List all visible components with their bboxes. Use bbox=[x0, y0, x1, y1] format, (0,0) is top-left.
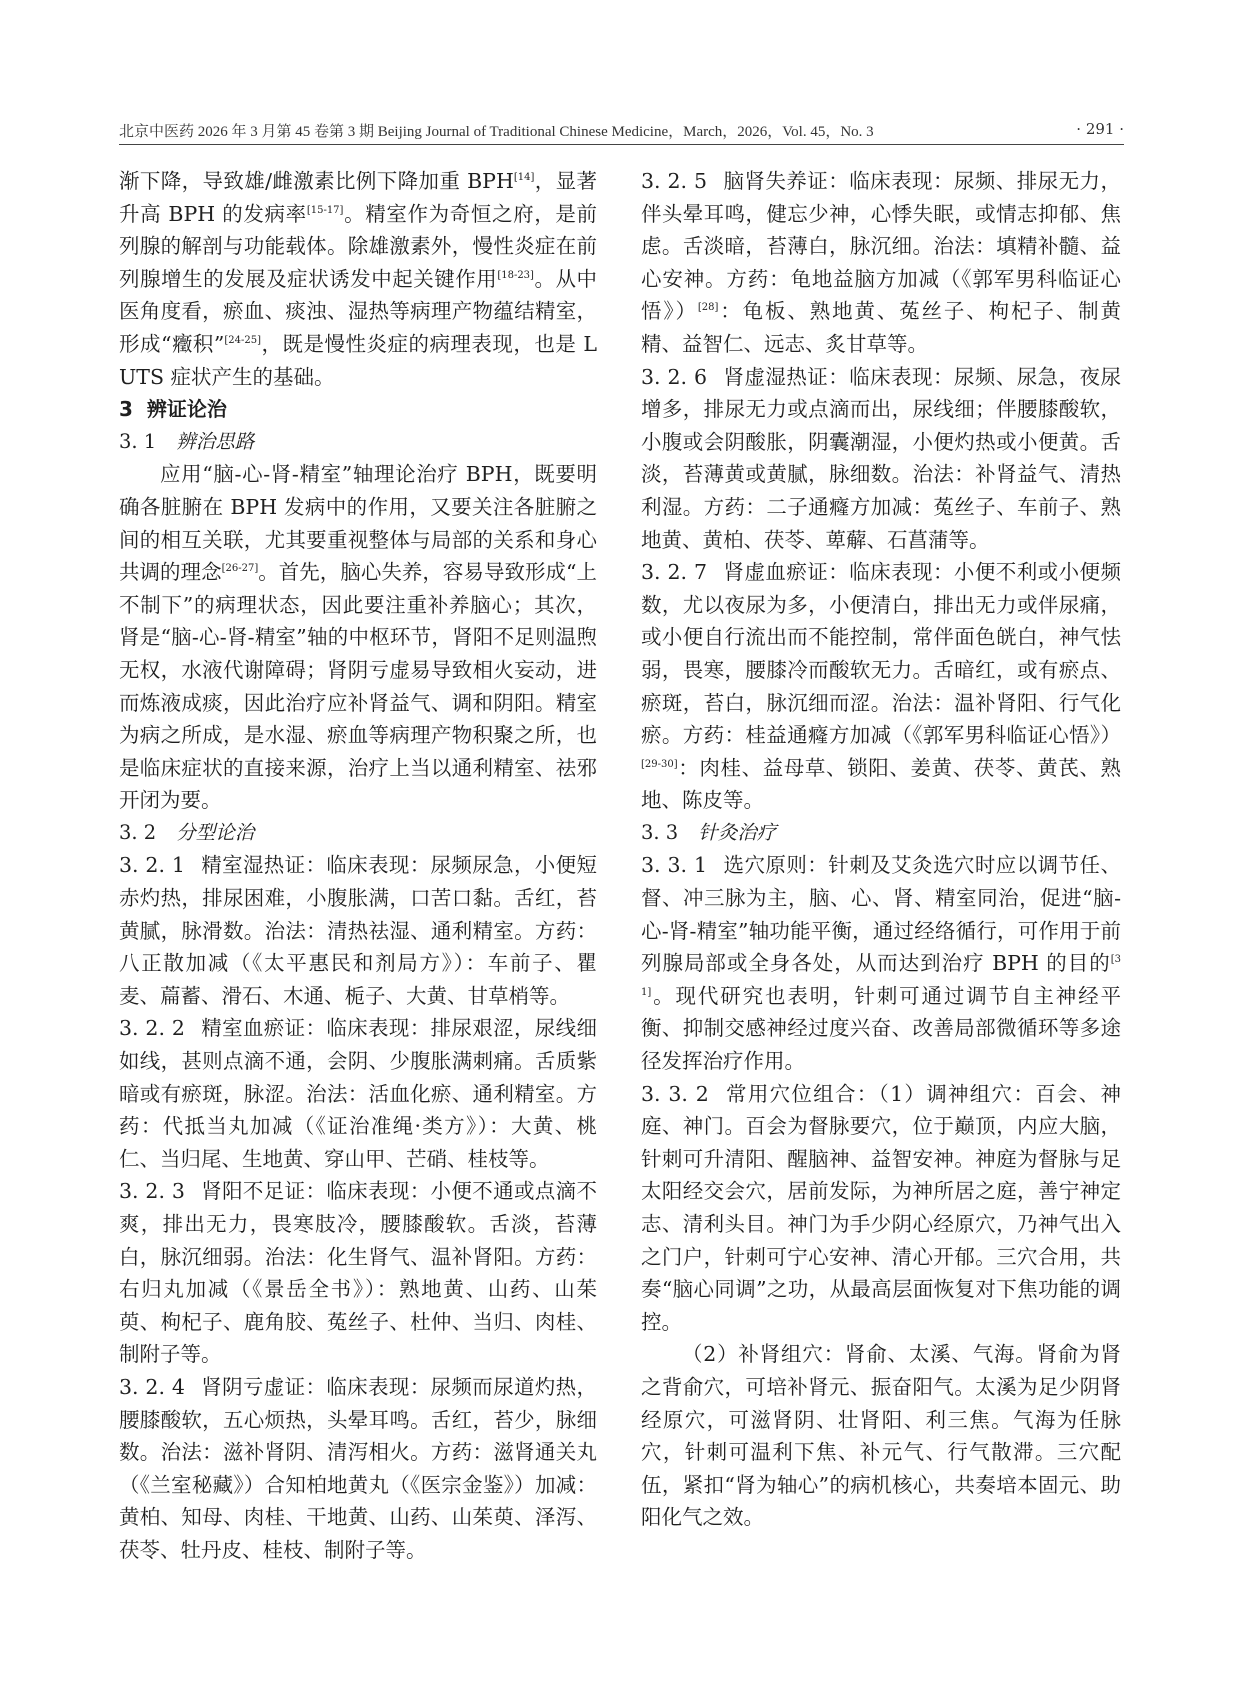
subsection-heading-3-1: 3. 1 辨治思路 bbox=[119, 429, 255, 453]
citation-ref: [15-17] bbox=[306, 204, 344, 216]
text-run: 选穴原则：针刺及艾灸选穴时应以调节任、督、冲三脉为主，脑、心、肾、精室同治，促进“脑-心-肾-精室”轴功能平衡，通过经络循行，可作用于前列腺局部或全身各处，从而达到治疗 BPH 的目的 bbox=[641, 853, 1121, 976]
text-run: ：肉桂、益母草、锁阳、姜黄、茯苓、黄芪、熟地、陈皮等。 bbox=[641, 755, 1121, 813]
citation-ref: [24-25] bbox=[224, 335, 262, 347]
paragraph-3-2-6: 3. 2. 6 肾虚湿热证：临床表现：尿频、尿急，夜尿增多，排尿无力或点滴而出，尿线细；伴腰膝酸软，小腹或会阴酸胀，阴囊潮湿，小便灼热或小便黄。舌淡，苔薄黄或黄腻，脉细数。治法：补肾益气、清热利湿。方药：二子通癃方加减：菟丝子、车前子、熟地黄、黄柏、茯苓、萆薢、石菖蒲等。 bbox=[641, 364, 1121, 552]
text-run: 。现代研究也表明，针刺可通过调节自主神经平衡、抑制交感神经过度兴奋、改善局部微循环等多途径发挥治疗作用。 bbox=[641, 983, 1121, 1074]
text-run: 。精室作为奇恒之府，是前列腺的解剖与功能载体。除雄激素外，慢性炎症在前列腺增生的发展及症状诱发中起关键作用 bbox=[119, 201, 597, 291]
right-column bbox=[641, 165, 1121, 1534]
paragraph-3-2-1: 3. 2. 1 精室湿热证：临床表现：尿频尿急，小便短赤灼热，排尿困难，小腹胀满，口苦口黏。舌红，苔黄腻，脉滑数。治法：清热祛湿、通利精室。方药：八正散加减（《太平惠民和剂局方》）：车前子、瞿麦、萹蓄、滑石、木通、栀子、大黄、甘草梢等。 bbox=[119, 853, 597, 1008]
text-run: 肾虚血瘀证：临床表现：小便不利或小便频数，尤以夜尿为多，小便清白，排出无力或伴尿痛，或小便自行流出而不能控制，常伴面色㿠白，神气怯弱，畏寒，腰膝冷而酸软无力。舌暗红，或有瘀点、瘀斑，苔白，脉沉细而涩。治法：温补肾阳、行气化瘀。方药：桂益通癃方加减（《郭军男科临证心悟》） bbox=[641, 560, 1121, 748]
citation-ref: [31] bbox=[641, 954, 1121, 999]
text-run: ，显著升高 BPH 的发病率 bbox=[119, 169, 597, 226]
citation-ref: [14] bbox=[513, 172, 535, 184]
paragraph-3-1 bbox=[119, 458, 597, 817]
citation-ref: [28] bbox=[697, 302, 719, 314]
paragraph-continued bbox=[119, 165, 597, 393]
running-header bbox=[119, 118, 1124, 145]
text-run: ，既是慢性炎症的病理表现，也是 LUTS 症状产生的基础。 bbox=[119, 331, 597, 389]
paragraph-3-2-2: 3. 2. 2 精室血瘀证：临床表现：排尿艰涩，尿线细如线，甚则点滴不通，会阴、少腹胀满刺痛。舌质紫暗或有瘀斑，脉涩。治法：活血化瘀、通利精室。方药：代抵当丸加减（《证治准绳·类方》）：大黄、桃仁、当归尾、生地黄、穿山甲、芒硝、桂枝等。 bbox=[119, 1016, 597, 1171]
section-heading-3: 3 辨证论治 bbox=[119, 397, 227, 422]
paragraph-3-2-4: 3. 2. 4 肾阴亏虚证：临床表现：尿频而尿道灼热，腰膝酸软，五心烦热，头晕耳鸣。舌红，苔少，脉细数。治法：滋补肾阴、清泻相火。方药：滋肾通关丸（《兰室秘藏》）合知柏地黄丸（《医宗金鉴》）加减：黄柏、知母、肉桂、干地黄、山药、山茱萸、泽泻、茯苓、牡丹皮、桂枝、制附子等。 bbox=[119, 1374, 597, 1562]
paragraph-3-2-5: 3. 2. 5 脑肾失养证：临床表现：尿频、排尿无力，伴头晕耳鸣，健忘少神，心悸失眠，或情志抑郁、焦虑。舌淡暗，苔薄白，脉沉细。治法：填精补髓、益心安神。方药：龟地益脑方加减（《郭军男科临证心悟》）[28]：龟板、熟地黄、菟丝子、枸杞子、制黄精、益智仁、远志、炙甘草等。 bbox=[641, 169, 1121, 356]
text-run: ：龟板、熟地黄、菟丝子、枸杞子、制黄精、益智仁、远志、炙甘草等。 bbox=[641, 299, 1121, 356]
text-run: 。从中医角度看，瘀血、痰浊、湿热等病理产物蕴结精室，形成“癥积” bbox=[119, 266, 597, 356]
paragraph-3-2-3: 3. 2. 3 肾阳不足证：临床表现：小便不通或点滴不爽，排出无力，畏寒肢冷，腰膝酸软。舌淡，苔薄白，脉沉细弱。治法：化生肾气、温补肾阳。方药：右归丸加减（《景岳全书》）：熟地黄、山药、山茱萸、枸杞子、鹿角胶、菟丝子、杜仲、当归、肉桂、制附子等。 bbox=[119, 1179, 597, 1367]
left-column bbox=[119, 165, 597, 1567]
citation-ref: [26-27] bbox=[221, 563, 259, 575]
journal-citation: 北京中医药 2026 年 3 月第 45 卷第 3 期 Beijing Journal of Traditional Chinese Medicine，March，2026，Vol. 45，No. 3 bbox=[119, 124, 874, 140]
citation-ref: [29-30] bbox=[641, 758, 678, 770]
text-run: 。首先，脑心失养，容易导致形成“上不制下”的病理状态，因此要注重补养脑心；其次，肾是“脑-心-肾-精室”轴的中枢环节，肾阳不足则温煦无权，水液代谢障碍；肾阴亏虚易导致相火妄动，进而炼液成痰，因此治疗应补肾益气、调和阴阳。精室为病之所成，是水湿、瘀血等病理产物积聚之所，也是临床症状的直接来源，治疗上当以通利精室、祛邪开闭为要。 bbox=[119, 560, 597, 813]
page-number: · 291 · bbox=[1076, 120, 1124, 138]
text-run: 脑肾失养证：临床表现：尿频、排尿无力，伴头晕耳鸣，健忘少神，心悸失眠，或情志抑郁、焦虑。舌淡暗，苔薄白，脉沉细。治法：填精补髓、益心安神。方药：龟地益脑方加减（《郭军男科临证心悟》） bbox=[641, 169, 1121, 324]
paragraph-3-3-2: 3. 3. 2 常用穴位组合：（1）调神组穴：百会、神庭、神门。百会为督脉要穴，位于巅顶，内应大脑，针刺可升清阳、醒脑神、益智安神。神庭为督脉与足太阳经交会穴，居前发际，为神所居之庭，善宁神定志、清利头目。神门为手少阴心经原穴，乃神气出入之门户，针刺可宁心安神、清心开郁。三穴合用，共奏“脑心同调”之功，从最高层面恢复对下焦功能的调控。 bbox=[641, 1081, 1121, 1334]
subsection-heading-3-2: 3. 2 分型论治 bbox=[119, 820, 255, 844]
text-run: 渐下降，导致雄/雌激素比例下降加重 BPH bbox=[119, 169, 514, 193]
citation-ref: [18-23] bbox=[497, 269, 534, 281]
text-run: 应用“脑-心-肾-精室”轴理论治疗 BPH，既要明确各脏腑在 BPH 发病中的作用，又要关注各脏腑之间的相互关联，尤其要重视整体与局部的关系和身心共调的理念 bbox=[119, 462, 597, 585]
paragraph-3-3-1: 3. 3. 1 选穴原则：针刺及艾灸选穴时应以调节任、督、冲三脉为主，脑、心、肾、精室同治，促进“脑-心-肾-精室”轴功能平衡，通过经络循行，可作用于前列腺局部或全身各处，从而达到治疗 BPH 的目的[31]。现代研究也表明，针刺可通过调节自主神经平衡、抑制交感神经过度兴奋、改善局部微循环等多途径发挥治疗作用。 bbox=[641, 853, 1121, 1074]
paragraph-acupoint-group-2: （2）补肾组穴：肾俞、太溪、气海。肾俞为肾之背俞穴，可培补肾元、振奋阳气。太溪为足少阴肾经原穴，可滋肾阴、壮肾阳、利三焦。气海为任脉穴，针刺可温利下焦、补元气、行气散滞。三穴配伍，紧扣“肾为轴心”的病机核心，共奏培本固元、助阳化气之效。 bbox=[641, 1342, 1121, 1530]
subsection-heading-3-3: 3. 3 针灸治疗 bbox=[641, 820, 777, 844]
paragraph-3-2-7: 3. 2. 7 肾虚血瘀证：临床表现：小便不利或小便频数，尤以夜尿为多，小便清白，排出无力或伴尿痛，或小便自行流出而不能控制，常伴面色㿠白，神气怯弱，畏寒，腰膝冷而酸软无力。舌暗红，或有瘀点、瘀斑，苔白，脉沉细而涩。治法：温补肾阳、行气化瘀。方药：桂益通癃方加减（《郭军男科临证心悟》）[29-30]：肉桂、益母草、锁阳、姜黄、茯苓、黄芪、熟地、陈皮等。 bbox=[641, 560, 1121, 813]
